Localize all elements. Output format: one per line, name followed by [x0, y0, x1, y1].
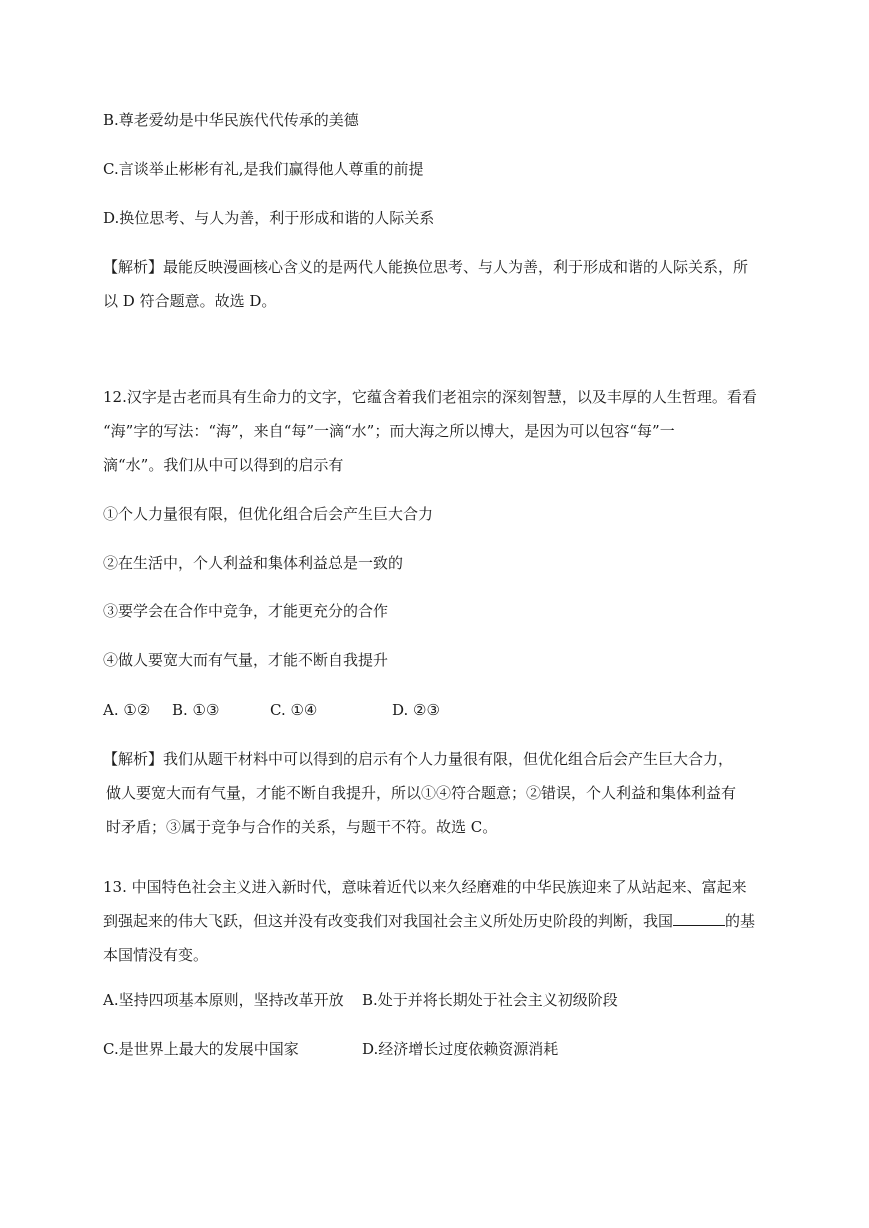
q13-option-a: A.坚持四项基本原则，坚持改革开放 — [103, 991, 344, 1009]
q13-stem-line-1: 13. 中国特色社会主义进入新时代，意味着近代以来久经磨难的中华民族迎来了从站起来、富起来 — [103, 878, 747, 896]
q12-choice-b: B. ①③ — [172, 701, 220, 719]
q12-choice-c: C. ①④ — [270, 701, 318, 719]
q12-choice-a: A. ①② — [103, 701, 151, 719]
q13-option-b: B.处于并将长期处于社会主义初级阶段 — [362, 991, 618, 1009]
q13-answer-blank — [673, 911, 725, 926]
q12-analysis-line-2: 做人要宽大而有气量，才能不断自我提升，所以①④符合题意；②错误，个人利益和集体利益有 — [106, 784, 737, 802]
q12-item-1: ①个人力量很有限，但优化组合后会产生巨大合力 — [103, 505, 434, 523]
q13-stem-line-3: 本国情没有变。 — [103, 946, 209, 964]
q12-item-4: ④做人要宽大而有气量，才能不断自我提升 — [103, 651, 389, 669]
q12-stem-line-3: 滴“水”。我们从中可以得到的启示有 — [103, 456, 344, 474]
q13-stem-line-2-after: 的基 — [725, 912, 756, 930]
q13-option-d: D.经济增长过度依赖资源消耗 — [362, 1040, 559, 1058]
q13-stem-line-2 — [103, 911, 755, 931]
q12-analysis-line-1: 【解析】我们从题干材料中可以得到的启示有个人力量很有限，但优化组合后会产生巨大合力， — [103, 750, 734, 768]
q13-stem-line-2-before: 到强起来的伟大飞跃，但这并没有改变我们对我国社会主义所处历史阶段的判断，我国 — [103, 912, 674, 930]
q12-item-3: ③要学会在合作中竞争，才能更充分的合作 — [103, 602, 389, 620]
q11-analysis-line-1: 【解析】最能反映漫画核心含义的是两代人能换位思考、与人为善，利于形成和谐的人际关系，所 — [103, 258, 749, 276]
q12-stem-line-1: 12.汉字是古老而具有生命力的文字，它蕴含着我们老祖宗的深刻智慧，以及丰厚的人生哲理。看看 — [103, 388, 757, 406]
q11-option-d: D.换位思考、与人为善，利于形成和谐的人际关系 — [103, 209, 435, 227]
q12-analysis-line-3: 时矛盾；③属于竞争与合作的关系，与题干不符。故选 C。 — [106, 818, 498, 836]
q12-item-2: ②在生活中，个人利益和集体利益总是一致的 — [103, 554, 404, 572]
q13-option-c: C.是世界上最大的发展中国家 — [103, 1040, 299, 1058]
q11-option-b: B.尊老爱幼是中华民族代代传承的美德 — [103, 111, 359, 129]
q12-stem-line-2: “海”字的写法：“海”，来自“每”一滴“水”；而大海之所以博大，是因为可以包容“每”一 — [103, 422, 675, 440]
q11-option-c: C.言谈举止彬彬有礼,是我们赢得他人尊重的前提 — [103, 160, 424, 178]
q11-analysis-line-2: 以 D 符合题意。故选 D。 — [103, 292, 277, 310]
q12-choice-d: D. ②③ — [392, 701, 440, 719]
